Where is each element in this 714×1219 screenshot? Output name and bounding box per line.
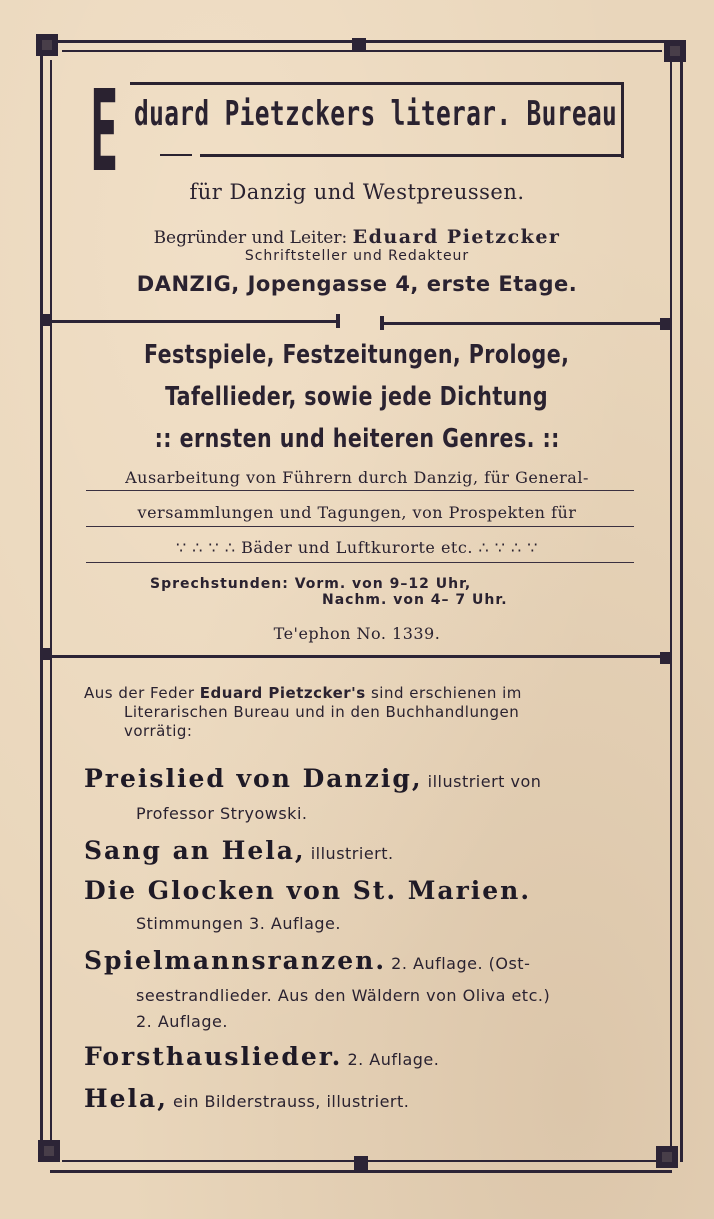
title-rule-bottom: [200, 154, 624, 157]
intro-line-3: vorrätig:: [124, 722, 193, 740]
list-item: [84, 1042, 439, 1071]
divider-upper-knot-left: [40, 314, 52, 326]
frame-bottom-outer: [50, 1170, 672, 1173]
divider-lower: [44, 655, 670, 658]
intro-rest: sind erschienen im: [370, 684, 522, 702]
header-title: [90, 67, 630, 197]
list-item: [84, 836, 394, 865]
title-rule-top: [130, 82, 624, 85]
work-line-1: Ausarbeitung von Führern durch Danzig, für General-: [125, 468, 589, 487]
work-title: Spielmannsranzen.: [84, 946, 387, 975]
work-note: ein Bilderstrauss, illustriert.: [173, 1092, 410, 1111]
work-detail: Professor Stryowski.: [136, 804, 308, 823]
work-detail: seestrandlieder. Aus den Wäldern von Oliva etc.): [136, 986, 551, 1005]
divider-lower-knot-left: [40, 648, 52, 660]
works-intro: [84, 684, 644, 741]
list-item: [84, 1084, 409, 1113]
list-item: [84, 764, 541, 793]
divider-upper-notch-2: [380, 316, 384, 330]
work-title: Die Glocken von St. Marien.: [84, 876, 532, 905]
work-rule-3: [86, 562, 634, 563]
work-note: illustriert.: [310, 844, 394, 863]
intro-line-2: Literarischen Bureau und in den Buchhandlungen: [124, 703, 520, 721]
frame-left-inner: [50, 60, 52, 1154]
work-note: 2. Auflage. (Ost-: [391, 954, 531, 973]
frame-knot-bottom: [354, 1156, 368, 1170]
services-line-2: Tafellieder, sowie jede Dichtung: [165, 382, 549, 412]
work-rule-1: [86, 490, 634, 491]
frame-corner-bottom-right: [656, 1146, 678, 1168]
divider-lower-knot-right: [660, 652, 672, 664]
founder-prefix: Begründer und Leiter:: [153, 228, 348, 248]
hours-afternoon: Nachm. von 4– 7 Uhr.: [322, 592, 508, 608]
frame-right-inner: [670, 60, 672, 1154]
intro-author: Eduard Pietzcker's: [199, 684, 366, 702]
title-text: duard Pietzckers literar. Bureau: [134, 94, 618, 134]
frame-left-outer: [40, 50, 43, 1162]
title-rule-right: [621, 82, 624, 158]
work-title: Hela,: [84, 1084, 168, 1113]
founder-line: [60, 226, 654, 248]
divider-upper-right: [382, 322, 672, 325]
work-description: [60, 460, 654, 565]
work-title: Sang an Hela,: [84, 836, 306, 865]
work-note: 2. Auflage.: [347, 1050, 440, 1069]
frame-knot-top: [352, 38, 366, 52]
services-line-1: Festspiele, Festzeitungen, Prologe,: [144, 340, 570, 370]
work-line-3: ∵ ∴ ∵ ∴ Bäder und Luftkurorte etc. ∴ ∵ ∴ ∵: [176, 538, 538, 557]
address: DANZIG, Jopengasse 4, erste Etage.: [136, 272, 578, 296]
divider-upper-knot-right: [660, 318, 672, 330]
work-note: illustriert von: [427, 772, 542, 791]
work-rule-2: [86, 526, 634, 527]
title-initial: E: [90, 67, 119, 197]
work-title: Preislied von Danzig,: [84, 764, 423, 793]
work-title: Forsthauslieder.: [84, 1042, 343, 1071]
frame-right-outer: [680, 50, 683, 1162]
hours-morning: Vorm. von 9–12 Uhr,: [294, 576, 472, 592]
work-line-2: versammlungen und Tagungen, von Prospekten für: [137, 503, 577, 522]
intro-prefix: Aus der Feder: [84, 684, 195, 702]
divider-upper-notch: [336, 314, 340, 328]
work-detail: 2. Auflage.: [136, 1012, 228, 1031]
subtitle: für Danzig und Westpreussen.: [189, 180, 525, 204]
divider-upper: [44, 320, 336, 323]
frame-corner-bottom-left: [38, 1140, 60, 1162]
telephone: Te'ephon No. 1339.: [273, 624, 441, 643]
frame-corner-top-right: [664, 40, 686, 62]
services-line-3: :: ernsten und heiteren Genres. ::: [154, 424, 560, 454]
services-headline: [60, 334, 654, 460]
list-item: [84, 876, 531, 905]
work-detail: Stimmungen 3. Auflage.: [136, 914, 341, 933]
title-rule-tick: [160, 154, 192, 156]
list-item: [84, 946, 530, 975]
founder-name: Eduard Pietzcker: [352, 226, 561, 248]
office-hours: [150, 576, 570, 608]
hours-label: Sprechstunden:: [150, 576, 289, 592]
profession: Schriftsteller und Redakteur: [244, 248, 470, 264]
frame-corner-top-left: [36, 34, 58, 56]
